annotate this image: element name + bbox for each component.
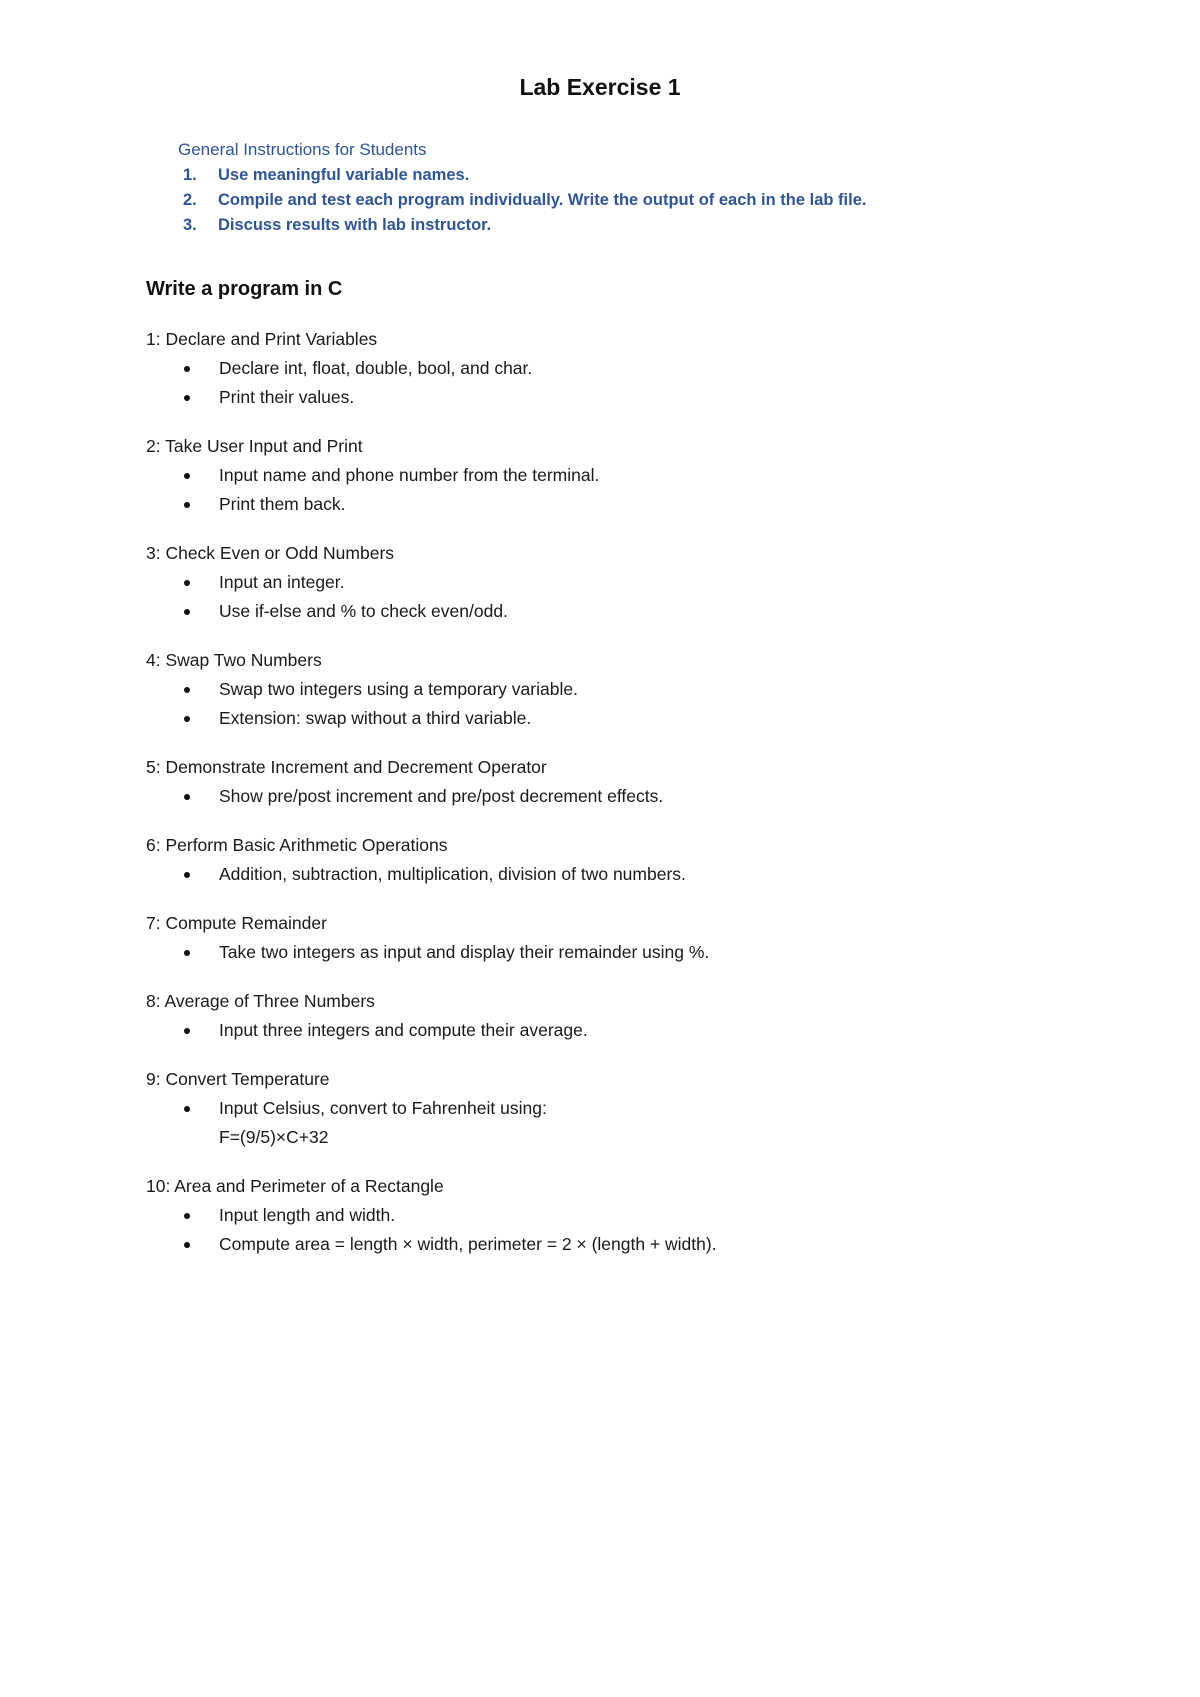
bullet-text: Addition, subtraction, multiplication, division of two numbers. (219, 864, 686, 884)
instructions-heading: General Instructions for Students (178, 140, 427, 159)
bullet-icon (184, 687, 190, 693)
task-title: 8: Average of Three Numbers (146, 991, 375, 1011)
bullet-item (146, 860, 1146, 889)
bullet-icon (184, 1106, 190, 1112)
task-bullets (146, 782, 1146, 811)
bullet-text: Input Celsius, convert to Fahrenheit using: (219, 1098, 547, 1118)
task-item (146, 325, 1146, 412)
task-bullets (146, 568, 1146, 626)
bullet-text: Input three integers and compute their average. (219, 1020, 588, 1040)
bullet-icon (184, 794, 190, 800)
bullet-icon (184, 580, 190, 586)
bullet-icon (184, 395, 190, 401)
task-item (146, 987, 1146, 1045)
task-title: 1: Declare and Print Variables (146, 329, 378, 349)
task-item (146, 539, 1146, 626)
task-item (146, 432, 1146, 519)
bullet-item (146, 354, 1146, 383)
task-bullets (146, 1016, 1146, 1045)
task-bullets (146, 860, 1146, 889)
bullet-text: Input an integer. (219, 572, 345, 592)
bullet-icon (184, 1213, 190, 1219)
bullet-text: Use if-else and % to check even/odd. (219, 601, 508, 621)
bullet-icon (184, 1028, 190, 1034)
task-bullets (146, 938, 1146, 967)
instruction-text: Discuss results with lab instructor. (218, 216, 492, 234)
instruction-number: 1. (183, 166, 197, 184)
task-bullets (146, 675, 1146, 733)
instruction-text: Use meaningful variable names. (218, 166, 470, 184)
bullet-text: Print their values. (219, 387, 355, 407)
task-title: 5: Demonstrate Increment and Decrement Operator (146, 757, 547, 777)
bullet-item (146, 1230, 1146, 1259)
task-title: 4: Swap Two Numbers (146, 650, 322, 670)
bullet-item (146, 704, 1146, 733)
task-title: 2: Take User Input and Print (146, 436, 363, 456)
instruction-item (178, 188, 1128, 213)
task-item (146, 753, 1146, 811)
bullet-item (146, 782, 1146, 811)
task-title: 7: Compute Remainder (146, 913, 327, 933)
bullet-text: Swap two integers using a temporary variable. (219, 679, 578, 699)
bullet-icon (184, 473, 190, 479)
bullet-text: Extension: swap without a third variable. (219, 708, 532, 728)
task-item (146, 1172, 1146, 1259)
task-item (146, 1065, 1146, 1152)
instructions-list (178, 163, 1128, 238)
bullet-text: Declare int, float, double, bool, and char. (219, 358, 533, 378)
task-bullets (146, 354, 1146, 412)
task-bullets (146, 461, 1146, 519)
bullet-text: Print them back. (219, 494, 346, 514)
instruction-number: 2. (183, 191, 197, 209)
bullet-text: Show pre/post increment and pre/post decrement effects. (219, 786, 664, 806)
instruction-item (178, 163, 1128, 188)
page-title: Lab Exercise 1 (519, 74, 681, 100)
formula-text: F=(9/5)×C+32 (219, 1127, 329, 1147)
bullet-text: Input name and phone number from the terminal. (219, 465, 600, 485)
bullet-item (146, 675, 1146, 704)
bullet-icon (184, 366, 190, 372)
task-bullets (146, 1201, 1146, 1259)
bullet-item (146, 383, 1146, 412)
bullet-icon (184, 502, 190, 508)
task-item (146, 831, 1146, 889)
instruction-number: 3. (183, 216, 197, 234)
task-item (146, 909, 1146, 967)
bullet-item (146, 1016, 1146, 1045)
bullet-icon (184, 1242, 190, 1248)
instruction-item (178, 213, 1128, 238)
bullet-item (146, 461, 1146, 490)
task-bullets (146, 1094, 1146, 1123)
bullet-text: Take two integers as input and display their remainder using %. (219, 942, 710, 962)
task-list (146, 325, 1146, 1279)
bullet-item (146, 568, 1146, 597)
instruction-text: Compile and test each program individually. Write the output of each in the lab file. (218, 191, 867, 209)
bullet-text: Compute area = length × width, perimeter = 2 × (length + width). (219, 1234, 717, 1254)
task-title: 10: Area and Perimeter of a Rectangle (146, 1176, 444, 1196)
bullet-item (146, 1094, 1146, 1123)
bullet-icon (184, 872, 190, 878)
task-title: 6: Perform Basic Arithmetic Operations (146, 835, 448, 855)
bullet-icon (184, 950, 190, 956)
section-heading: Write a program in C (146, 278, 343, 300)
bullet-text: Input length and width. (219, 1205, 396, 1225)
bullet-item (146, 490, 1146, 519)
bullet-item (146, 1201, 1146, 1230)
task-title: 3: Check Even or Odd Numbers (146, 543, 395, 563)
bullet-item (146, 938, 1146, 967)
task-title: 9: Convert Temperature (146, 1069, 330, 1089)
bullet-item (146, 597, 1146, 626)
instructions-block (178, 140, 1128, 238)
bullet-icon (184, 716, 190, 722)
bullet-icon (184, 609, 190, 615)
task-item (146, 646, 1146, 733)
